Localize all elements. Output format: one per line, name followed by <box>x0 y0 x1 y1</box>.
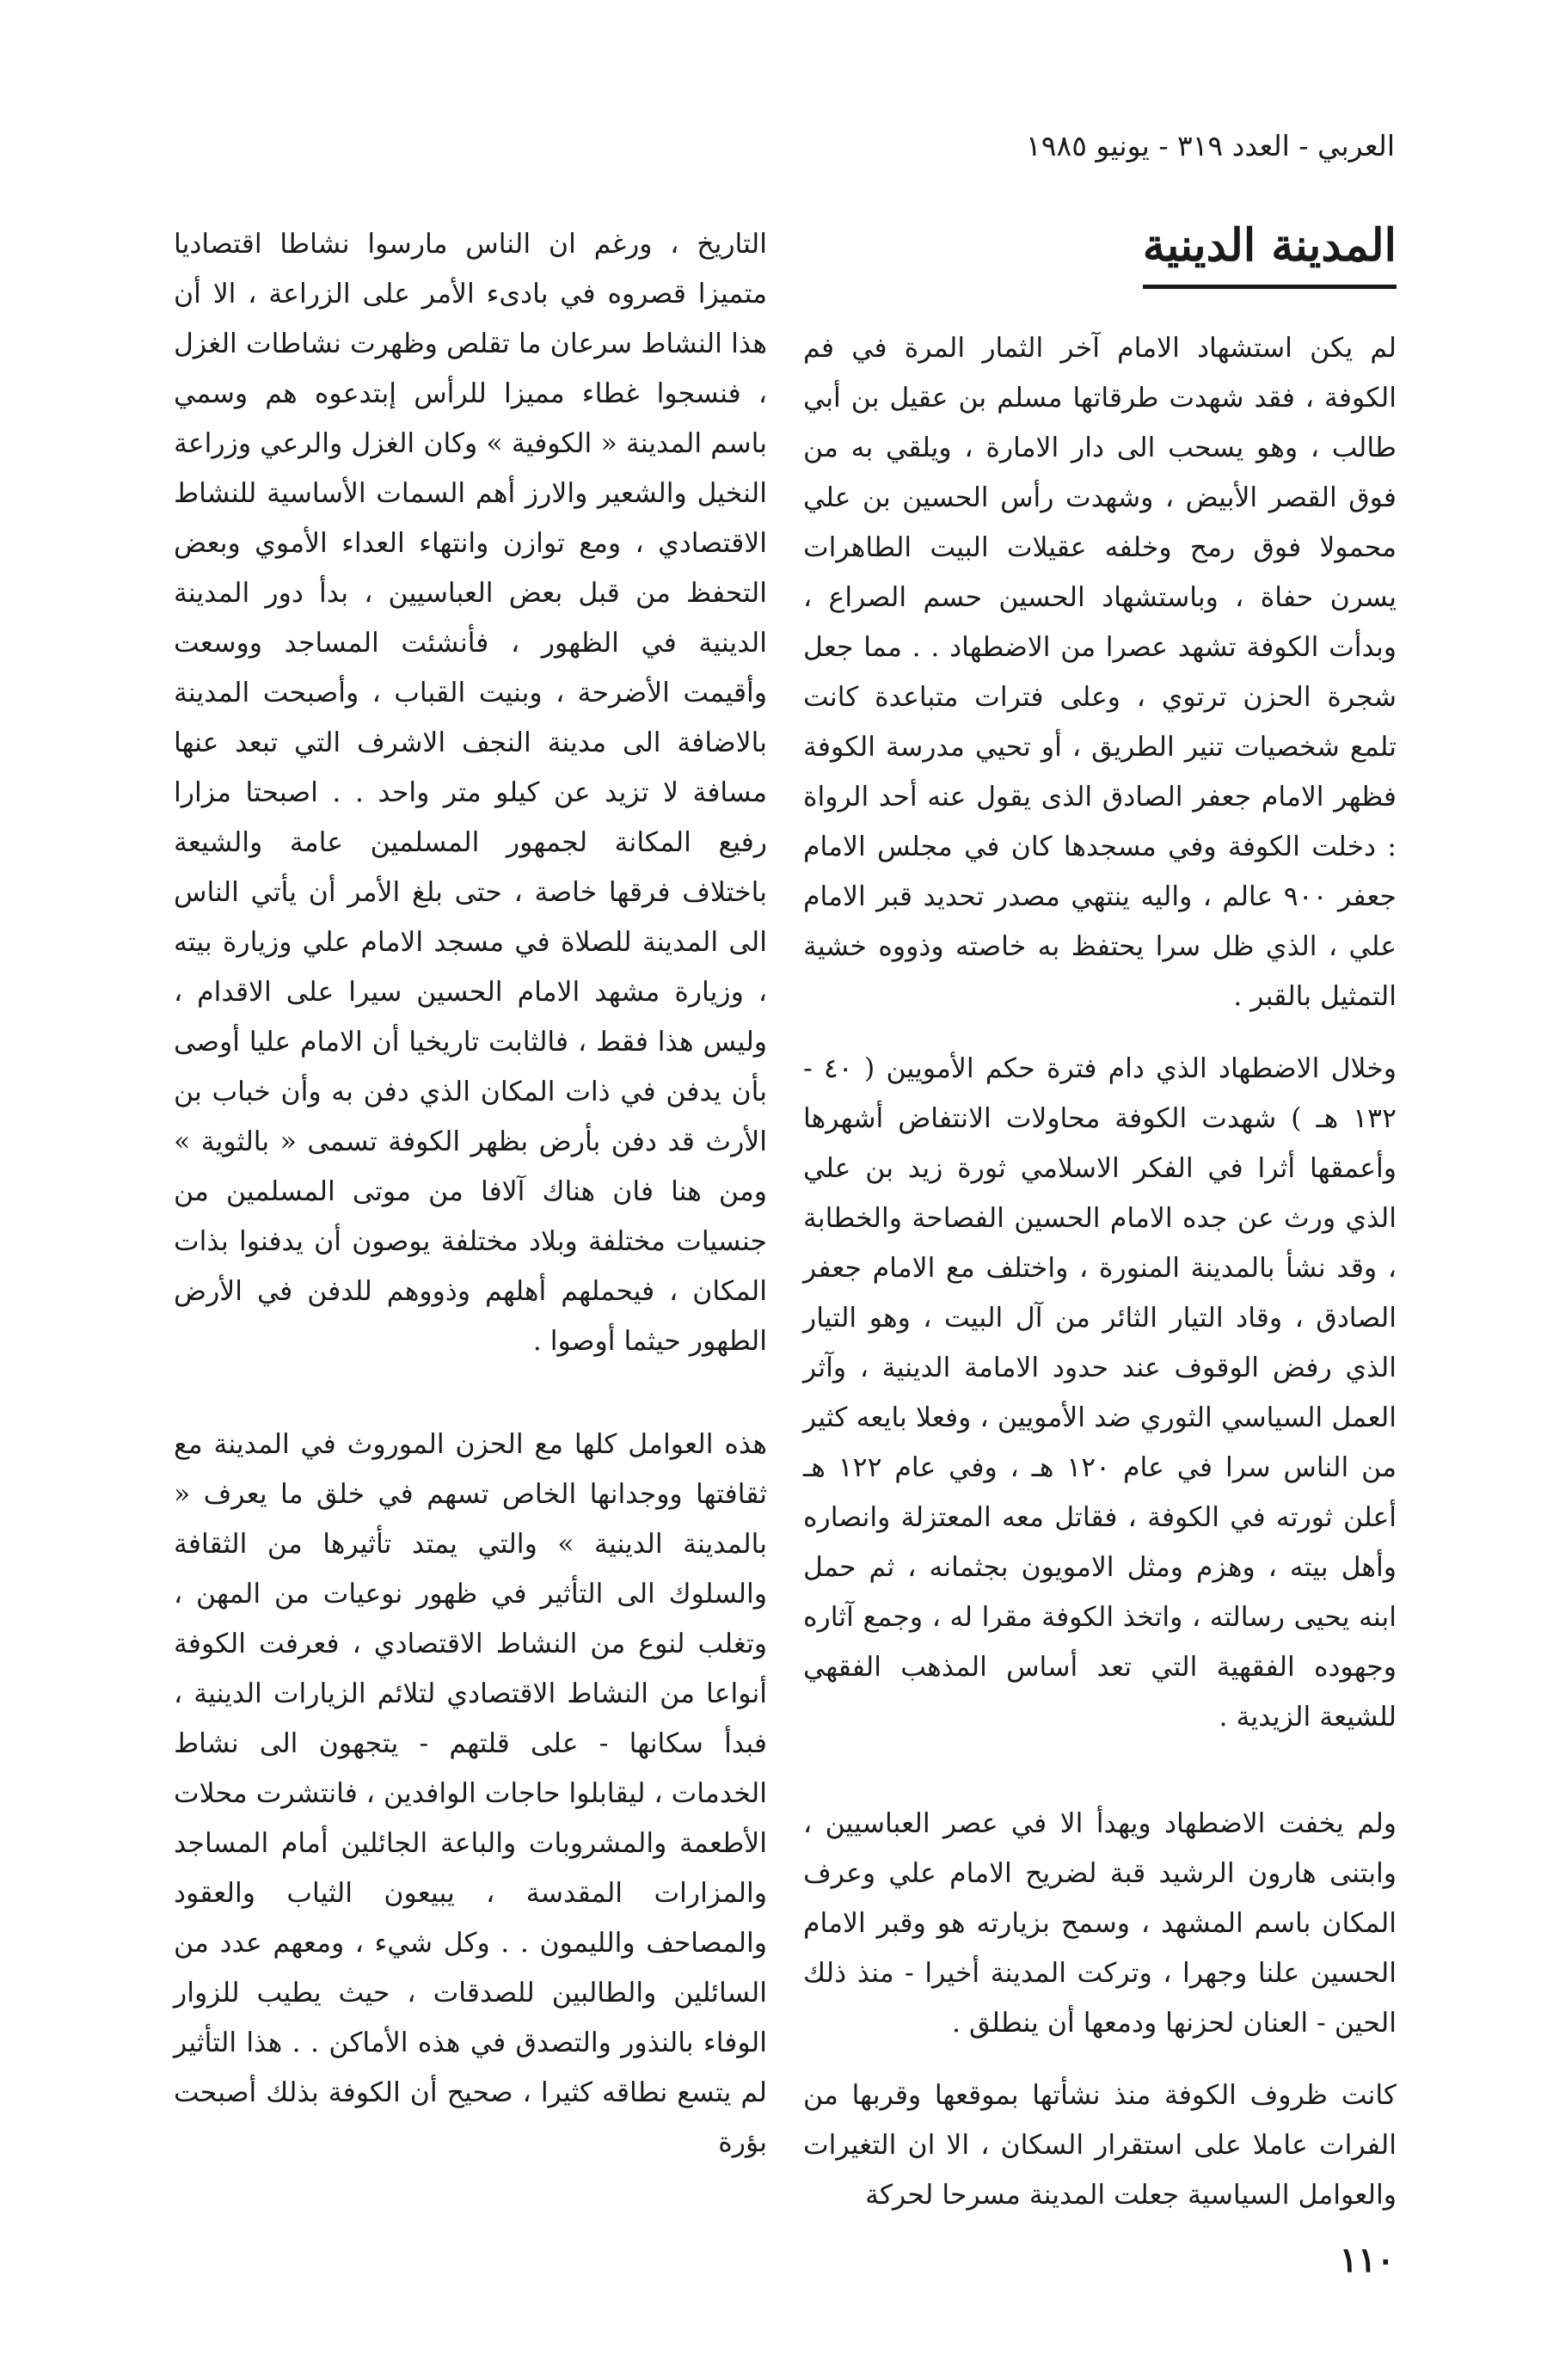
article-paragraph: وخلال الاضطهاد الذي دام فترة حكم الأمويين ( ٤٠ - ١٣٢ هـ ) شهدت الكوفة محاولات الانتفاض أشهرها وأعمقها أثرا في الفكر الاسلامي ثورة زيد بن علي الذي ورث عن جده الامام الحسين الفصاحة والخطابة ، وقد نشأ بالمدينة المنورة ، واختلف مع الامام جعفر الصادق ، وقاد التيار الثائر من آل البيت ، وهو التيار الذي رفض الوقوف عند حدود الامامة الدينية ، وآثر العمل السياسي الثوري ضد الأمويين ، وفعلا بايعه كثير من الناس سرا في عام ١٢٠ هـ ، وفي عام ١٢٢ هـ أعلن ثورته في الكوفة ، فقاتل معه المعتزلة وانصاره وأهل بيته ، وهزم ومثل الامويون بجثمانه ، ثم حمل ابنه يحيى رسالته ، واتخذ الكوفة مقرا له ، وجمع آثاره وجهوده الفقهية التي تعد أساس المذهب الفقهي للشيعة الزيدية . <box>803 1053 1397 1733</box>
right-column <box>803 219 1397 2242</box>
article-paragraph: ولم يخفت الاضطهاد ويهدأ الا في عصر العباسيين ، وابتنى هارون الرشيد قبة لضريح الامام علي وعرف المكان باسم المشهد ، وسمح بزيارته هو وقبر الامام الحسين علنا وجهرا ، وتركت المدينة أخيرا - منذ ذلك الحين - العنان لحزنها ودمعها أن ينطلق . <box>803 1808 1397 2040</box>
article-paragraph: هذه العوامل كلها مع الحزن الموروث في المدينة مع ثقافتها ووجدانها الخاص تسهم في خلق ما يعرف « بالمدينة الدينية » والتي يمتد تأثيرها من الثقافة والسلوك الى التأثير في ظهور نوعيات من المهن ، وتغلب لنوع من النشاط الاقتصادي ، فعرفت الكوفة أنواعا من النشاط الاقتصادي لتلائم الزيارات الدينية ، فبدأ سكانها - على قلتهم - يتجهون الى نشاط الخدمات ، ليقابلوا حاجات الوافدين ، فانتشرت محلات الأطعمة والمشروبات والباعة الجائلين أمام المساجد والمزارات المقدسة ، يبيعون الثياب والعقود والمصاحف والليمون . . وكل شيء ، ومعهم عدد من السائلين والطالبين للصدقات ، حيث يطيب للزوار الوفاء بالنذور والتصدق في هذه الأماكن . . هذا التأثير لم يتسع نطاقه كثيرا ، صحيح أن الكوفة بذلك أصبحت بؤرة <box>174 1429 767 2158</box>
title-block <box>803 219 1397 301</box>
section-title: المدينة الدينية <box>1143 219 1397 289</box>
article-paragraph: التاريخ ، ورغم ان الناس مارسوا نشاطا اقتصاديا متميزا قصروه في بادىء الأمر على الزراعة ، الا أن هذا النشاط سرعان ما تقلص وظهرت نشاطات الغزل ، فنسجوا غطاء مميزا للرأس إبتدعوه هم وسمي باسم المدينة « الكوفية » وكان الغزل والرعي وزراعة النخيل والشعير والارز أهم السمات الأساسية للنشاط الاقتصادي ، ومع توازن وانتهاء العداء الأموي وبعض التحفظ من قبل بعض العباسيين ، بدأ دور المدينة الدينية في الظهور ، فأنشئت المساجد ووسعت وأقيمت الأضرحة ، وبنيت القباب ، وأصبحت المدينة بالاضافة الى مدينة النجف الاشرف التي تبعد عنها مسافة لا تزيد عن كيلو متر واحد . . اصبحتا مزارا رفيع المكانة لجمهور المسلمين عامة والشيعة باختلاف فرقها خاصة ، حتى بلغ الأمر أن يأتي الناس الى المدينة للصلاة في مسجد الامام علي وزيارة بيته ، وزيارة مشهد الامام الحسين سيرا على الاقدام ، وليس هذا فقط ، فالثابت تاريخيا أن الامام عليا أوصى بأن يدفن في ذات المكان الذي دفن به وأن خباب بن الأرث قد دفن بأرض بظهر الكوفة تسمى « بالثوية » ومن هنا فان هناك آلافا من موتى المسلمين من جنسيات مختلفة وبلاد مختلفة يوصون أن يدفنوا بذات المكان ، فيحملهم أهلهم وذووهم للدفن في الأرض الطهور حيثما أوصوا . <box>174 229 767 1357</box>
article-paragraph: كانت ظروف الكوفة منذ نشأتها بموقعها وقربها من الفرات عاملا على استقرار السكان ، الا ان التغيرات والعوامل السياسية جعلت المدينة مسرحا لحركة <box>803 2080 1397 2211</box>
article-paragraph: لم يكن استشهاد الامام آخر الثمار المرة في فم الكوفة ، فقد شهدت طرقاتها مسلم بن عقيل بن أبي طالب ، وهو يسحب الى دار الامارة ، ويلقي به من فوق القصر الأبيض ، وشهدت رأس الحسين بن علي محمولا فوق رمح وخلفه عقيلات البيت الطاهرات يسرن حفاة ، وباستشهاد الحسين حسم الصراع ، وبدأت الكوفة تشهد عصرا من الاضطهاد . . مما جعل شجرة الحزن ترتوي ، وعلى فترات متباعدة كانت تلمع شخصيات تنير الطريق ، أو تحيي مدرسة الكوفة فظهر الامام جعفر الصادق الذى يقول عنه أحد الرواة : دخلت الكوفة وفي مسجدها كان في مجلس الامام جعفر ٩٠٠ عالم ، واليه ينتهي مصدر تحديد قبر الامام علي ، الذي ظل سرا يحتفظ به خاصته وذووه خشية التمثيل بالقبر . <box>803 333 1397 1013</box>
left-column <box>174 219 767 2221</box>
page-number: ١١٠ <box>1339 2240 1395 2280</box>
running-header: العربي - العدد ٣١٩ - يونيو ١٩٨٥ <box>1026 129 1395 163</box>
